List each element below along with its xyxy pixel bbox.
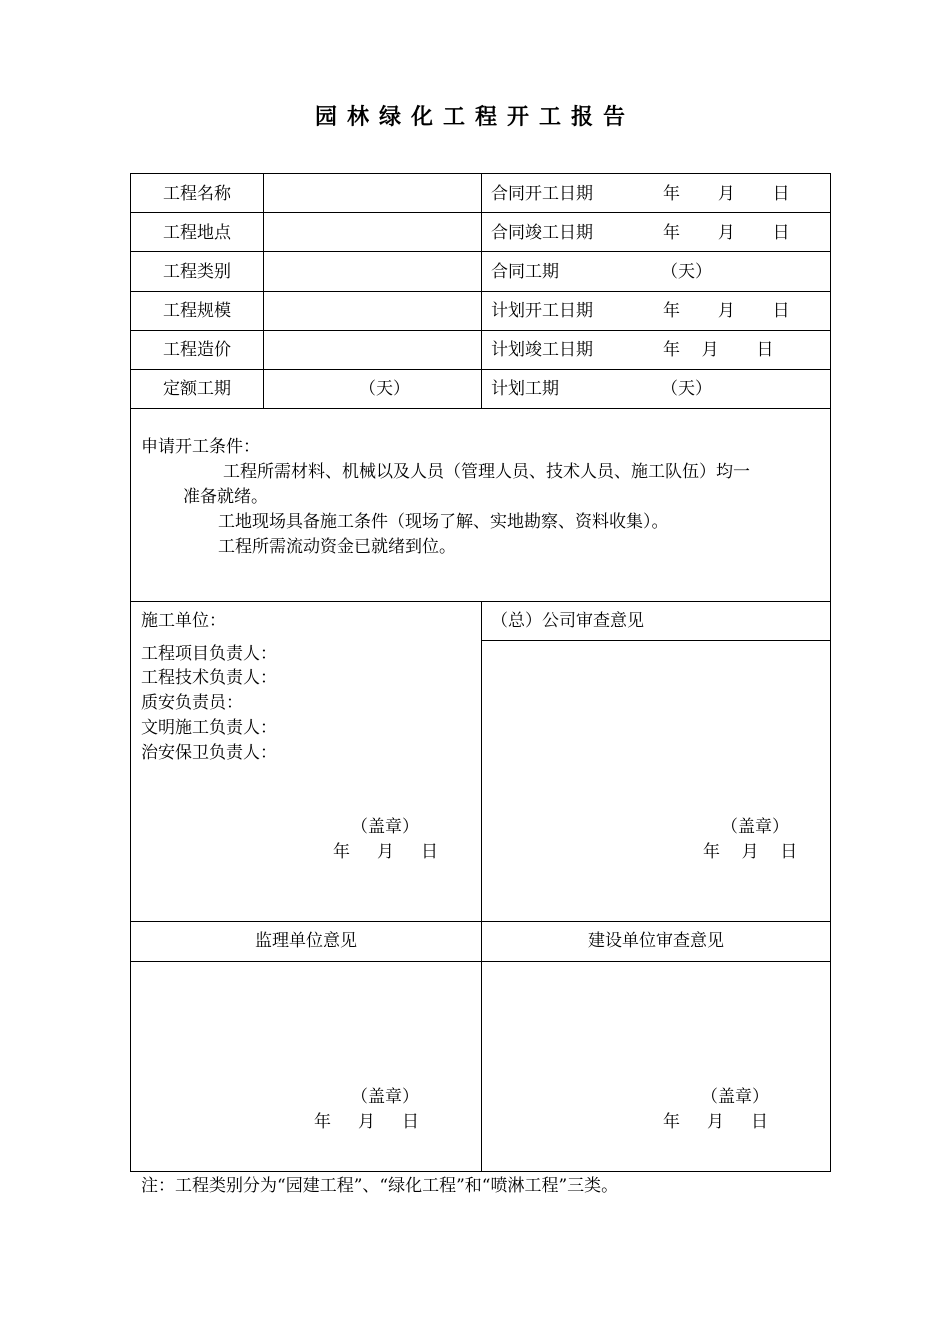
column-divider: [263, 174, 264, 408]
company-review-heading: （总）公司审查意见: [491, 611, 644, 631]
column-divider: [481, 601, 482, 1171]
column-divider: [481, 174, 482, 408]
label-project-cost: 工程造价: [163, 340, 231, 360]
condition-materials: 工程所需材料、机械以及人员（管理人员、技术人员、施工队伍）均一: [223, 462, 750, 482]
label-project-name: 工程名称: [163, 184, 231, 204]
conditions-heading: 申请开工条件：: [141, 437, 260, 457]
value-plan-end[interactable]: 年 月 日: [663, 340, 774, 360]
label-plan-duration: 计划工期: [491, 379, 559, 399]
value-contract-end[interactable]: 年 月 日: [663, 223, 790, 243]
label-contract-duration: 合同工期: [491, 262, 559, 282]
supervision-date: 年 月 日: [314, 1112, 420, 1132]
value-plan-start[interactable]: 年 月 日: [663, 301, 790, 321]
person-technical-lead: 工程技术负责人：: [141, 668, 277, 688]
label-contract-end: 合同竣工日期: [491, 223, 593, 243]
label-quota-duration: 定额工期: [163, 379, 231, 399]
person-security: 治安保卫负责人：: [141, 743, 277, 763]
person-project-manager: 工程项目负责人：: [141, 644, 277, 664]
value-quota-duration[interactable]: （天）: [359, 379, 410, 399]
person-civilized-construction: 文明施工负责人：: [141, 718, 277, 738]
label-project-scale: 工程规模: [163, 301, 231, 321]
label-plan-start: 计划开工日期: [491, 301, 593, 321]
value-contract-start[interactable]: 年 月 日: [663, 184, 790, 204]
footnote: 注：工程类别分为“园建工程”、“绿化工程”和“喷淋工程”三类。: [141, 1176, 619, 1196]
condition-funds: 工程所需流动资金已就绪到位。: [218, 537, 456, 557]
construction-seal: （盖章）: [351, 817, 419, 837]
company-seal: （盖章）: [721, 817, 789, 837]
page-title: 园林绿化工程开工报告: [314, 105, 635, 130]
condition-materials-cont: 准备就绪。: [183, 487, 268, 507]
construction-date: 年 月 日: [333, 842, 439, 862]
person-quality-safety: 质安负责员：: [141, 693, 243, 713]
supervision-heading: 监理单位意见: [255, 931, 357, 951]
company-date: 年 月 日: [703, 842, 798, 862]
owner-date: 年 月 日: [663, 1112, 769, 1132]
label-project-type: 工程类别: [163, 262, 231, 282]
value-contract-duration[interactable]: （天）: [661, 262, 712, 282]
owner-seal: （盖章）: [701, 1087, 769, 1107]
label-contract-start: 合同开工日期: [491, 184, 593, 204]
condition-site: 工地现场具备施工条件（现场了解、实地勘察、资料收集）。: [218, 512, 669, 532]
construction-unit-heading: 施工单位：: [141, 611, 226, 631]
row-divider: [481, 640, 830, 641]
label-project-location: 工程地点: [163, 223, 231, 243]
label-plan-end: 计划竣工日期: [491, 340, 593, 360]
supervision-seal: （盖章）: [351, 1087, 419, 1107]
report-form: [130, 173, 831, 1172]
value-plan-duration[interactable]: （天）: [661, 379, 712, 399]
owner-review-heading: 建设单位审查意见: [588, 931, 724, 951]
row-divider: [131, 408, 830, 409]
